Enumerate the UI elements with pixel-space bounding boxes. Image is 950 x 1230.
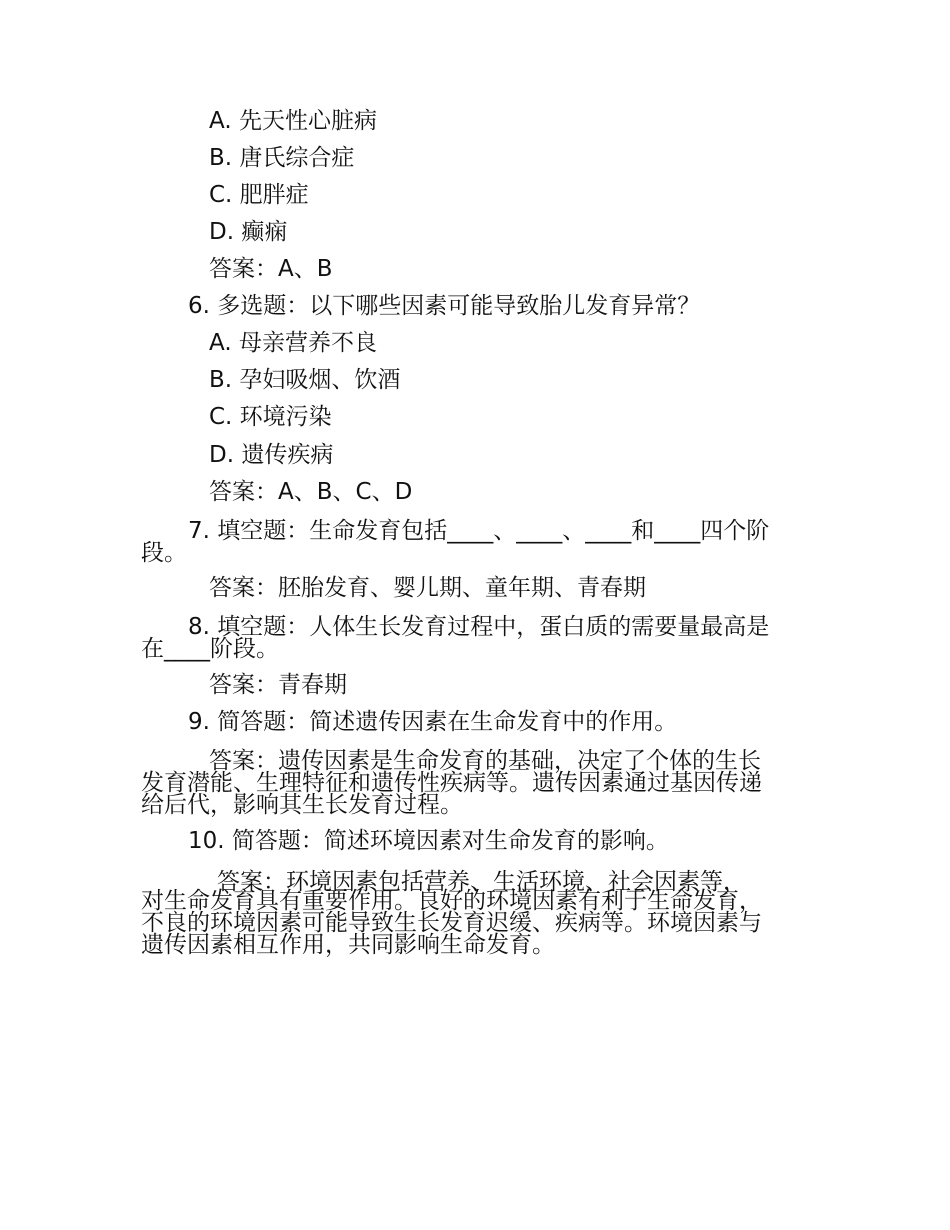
- q6-option-a: A. 母亲营养不良: [209, 330, 377, 356]
- q8-question-line2: 在____阶段。: [141, 636, 279, 662]
- q8-answer: 答案：青春期: [209, 672, 347, 698]
- q9-answer-line3: 给后代，影响其生长发育过程。: [141, 792, 463, 818]
- q5-answer: 答案：A、B: [209, 256, 333, 282]
- q10-answer-line1: 答案：环境因素包括营养、生活环境、社会因素等，: [217, 869, 746, 895]
- q8-question-line1: 8. 填空题：人体生长发育过程中，蛋白质的需要量最高是: [188, 614, 770, 640]
- q10-answer-line3: 不良的环境因素可能导致生长发育迟缓、疾病等。环境因素与: [141, 910, 762, 936]
- q5-option-d: D. 癫痫: [209, 219, 288, 245]
- q5-option-a: A. 先天性心脏病: [209, 108, 377, 134]
- q7-answer: 答案：胚胎发育、婴儿期、童年期、青春期: [209, 575, 646, 601]
- q5-option-b: B. 唐氏综合症: [209, 145, 355, 171]
- q7-question-line2: 段。: [141, 540, 187, 566]
- q5-option-c: C. 肥胖症: [209, 182, 309, 208]
- q10-answer-line2: 对生命发育具有重要作用。良好的环境因素有利于生命发育，: [141, 888, 762, 914]
- q9-answer-line2: 发育潜能、生理特征和遗传性疾病等。遗传因素通过基因传递: [141, 770, 762, 796]
- q7-question-line1: 7. 填空题：生命发育包括____、____、____和____四个阶: [188, 518, 770, 544]
- q10-question: 10. 简答题：简述环境因素对生命发育的影响。: [188, 828, 669, 854]
- q6-question: 6. 多选题：以下哪些因素可能导致胎儿发育异常？: [188, 293, 701, 319]
- q6-option-c: C. 环境污染: [209, 404, 332, 430]
- q6-option-b: B. 孕妇吸烟、饮酒: [209, 367, 401, 393]
- q9-question: 9. 简答题：简述遗传因素在生命发育中的作用。: [188, 709, 678, 735]
- q10-answer-line4: 遗传因素相互作用，共同影响生命发育。: [141, 932, 555, 958]
- q9-answer-line1: 答案：遗传因素是生命发育的基础，决定了个体的生长: [209, 748, 761, 774]
- q6-option-d: D. 遗传疾病: [209, 442, 334, 468]
- q6-answer: 答案：A、B、C、D: [209, 479, 413, 505]
